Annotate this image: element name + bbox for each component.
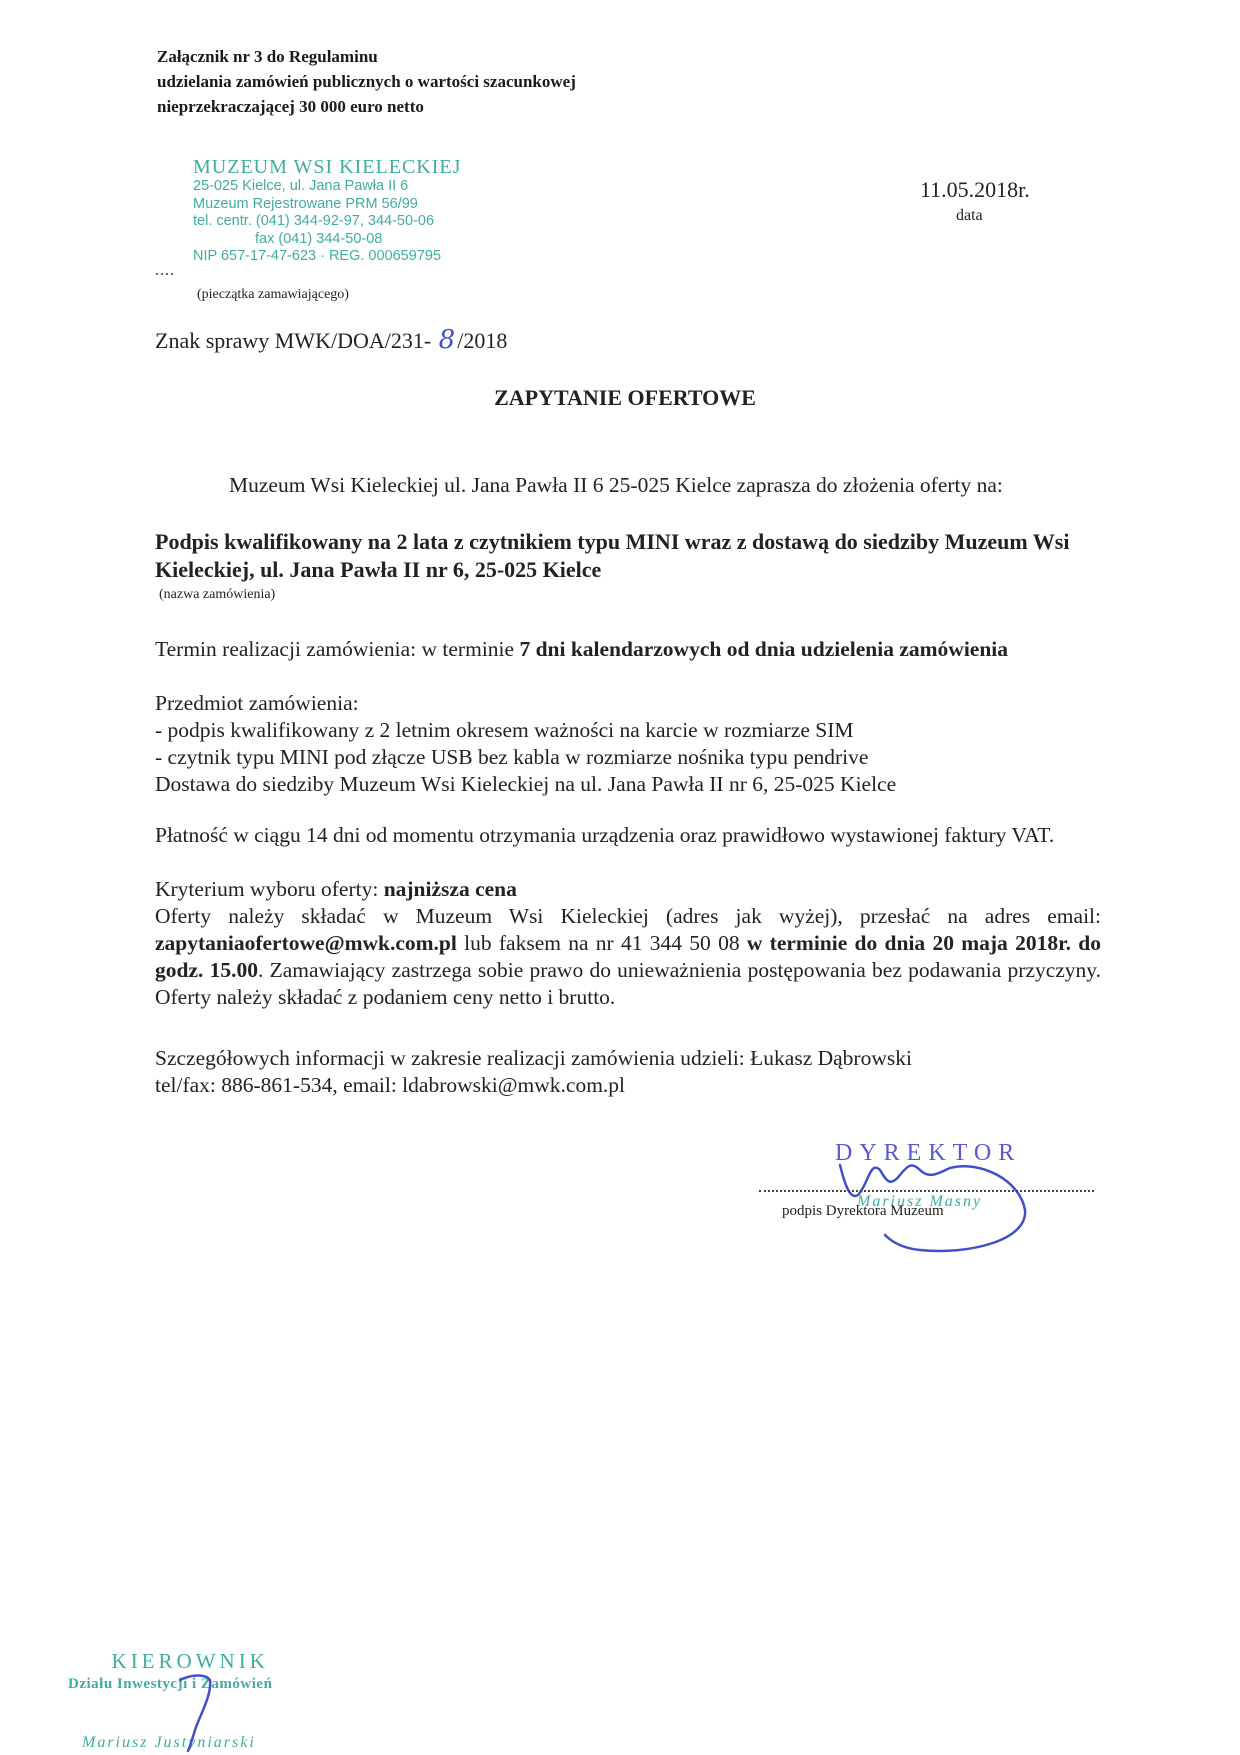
order-subject: [155, 690, 1101, 798]
signature-caption: podpis Dyrektora Muzeum: [782, 1203, 944, 1219]
subject-item-1: - podpis kwalifikowany z 2 letnim okresem ważności na karcie w rozmiarze SIM: [155, 718, 854, 742]
term-value: 7 dni kalendarzowych od dnia udzielenia zamówienia: [519, 637, 1009, 661]
director-stamp-name: Mariusz Masny: [857, 1193, 983, 1210]
signature-dotted-line: [759, 1190, 1094, 1192]
payment-terms: Płatność w ciągu 14 dni od momentu otrzymania urządzenia oraz prawidłowo wystawionej faktury VAT.: [155, 823, 1055, 847]
selection-criterion: [155, 876, 1101, 903]
offers-text-1: Oferty należy składać w Muzeum Wsi Kieleckiej (adres jak wyżej), przesłać na adres email:: [155, 904, 1101, 928]
stamp-nip: NIP 657-17-47-623 · REG. 000659795: [193, 248, 442, 264]
offers-text-3: . Zamawiający zastrzega sobie prawo do unieważnienia postępowania bez podawania przyczyny. Oferty należy składać z podaniem ceny netto i brutto.: [155, 958, 1102, 1009]
contact-details: [155, 1045, 1101, 1099]
subject-delivery: Dostawa do siedziby Muzeum Wsi Kieleckiej na ul. Jana Pawła II nr 6, 25-025 Kielce: [155, 772, 897, 796]
manager-signature-icon: [170, 1665, 230, 1755]
case-reference: [155, 325, 507, 355]
document-title: ZAPYTANIE OFERTOWE: [494, 385, 756, 410]
subject-item-2: - czytnik typu MINI pod złącze USB bez kabla w rozmiarze nośnika typu pendrive: [155, 745, 869, 769]
stamp-registry: Muzeum Rejestrowane PRM 56/99: [193, 195, 418, 212]
manager-stamp-title: KIEROWNIK: [111, 1649, 269, 1673]
attachment-line-1: Załącznik nr 3 do Regulaminu: [157, 47, 378, 66]
order-caption: (nazwa zamówienia): [159, 587, 276, 602]
term-label: Termin realizacji zamówienia: w terminie: [155, 637, 520, 661]
director-signature-icon: [820, 1140, 1040, 1260]
stamp-address: 25-025 Kielce, ul. Jana Pawła II 6: [193, 178, 409, 194]
ordering-party-stamp: [193, 156, 461, 266]
case-handwritten-number: 8: [438, 325, 456, 355]
details-line-1: Szczegółowych informacji w zakresie realizacji zamówienia udzieli: Łukasz Dąbrowski: [155, 1046, 912, 1070]
offers-paragraph: [155, 903, 1101, 1011]
offers-deadline: w terminie do dnia 20 maja 2018r. do godz. 15.00: [155, 931, 1101, 982]
stamp-name: MUZEUM WSI KIELECKIEJ: [193, 156, 462, 178]
document-date: 11.05.2018r.: [920, 177, 1030, 202]
stamp-caption: (pieczątka zamawiającego): [197, 287, 349, 302]
manager-stamp-dept: Działu Inwestycji i Zamówień: [68, 1676, 273, 1692]
criterion-label: Kryterium wyboru oferty:: [155, 877, 384, 901]
order-name: Podpis kwalifikowany na 2 lata z czytnikiem typu MINI wraz z dostawą do siedziby Muzeum Wsi Kieleckiej, ul. Jana Pawła II nr 6, 25-025 Kielce: [155, 529, 1070, 582]
attachment-line-3: nieprzekraczającej 30 000 euro netto: [157, 97, 424, 116]
realization-term: [155, 636, 1101, 663]
stamp-dots: ....: [155, 262, 175, 279]
stamp-fax: fax (041) 344-50-08: [255, 230, 383, 247]
offers-text-2: lub faksem na nr 41 344 50 08: [456, 931, 747, 955]
attachment-line-2: udzielania zamówień publicznych o wartości szacunkowej: [157, 72, 576, 91]
details-line-2: tel/fax: 886-861-534, email: ldabrowski@mwk.com.pl: [155, 1073, 626, 1097]
case-suffix: /2018: [457, 328, 508, 353]
manager-stamp-name: Mariusz Justyniarski: [82, 1734, 256, 1751]
attachment-header: [157, 44, 576, 119]
date-label: data: [956, 207, 983, 224]
case-prefix: Znak sprawy MWK/DOA/231-: [155, 328, 432, 353]
subject-label: Przedmiot zamówienia:: [155, 691, 359, 715]
offers-email-link[interactable]: zapytaniaofertowe@mwk.com.pl: [155, 931, 457, 955]
director-stamp-title: DYREKTOR: [835, 1140, 1022, 1166]
stamp-tel: tel. centr. (041) 344-92-97, 344-50-06: [193, 213, 435, 229]
criterion-value: najniższa cena: [383, 877, 517, 901]
intro-paragraph: Muzeum Wsi Kieleckiej ul. Jana Pawła II 6 25-025 Kielce zaprasza do złożenia oferty na:: [229, 473, 1003, 497]
